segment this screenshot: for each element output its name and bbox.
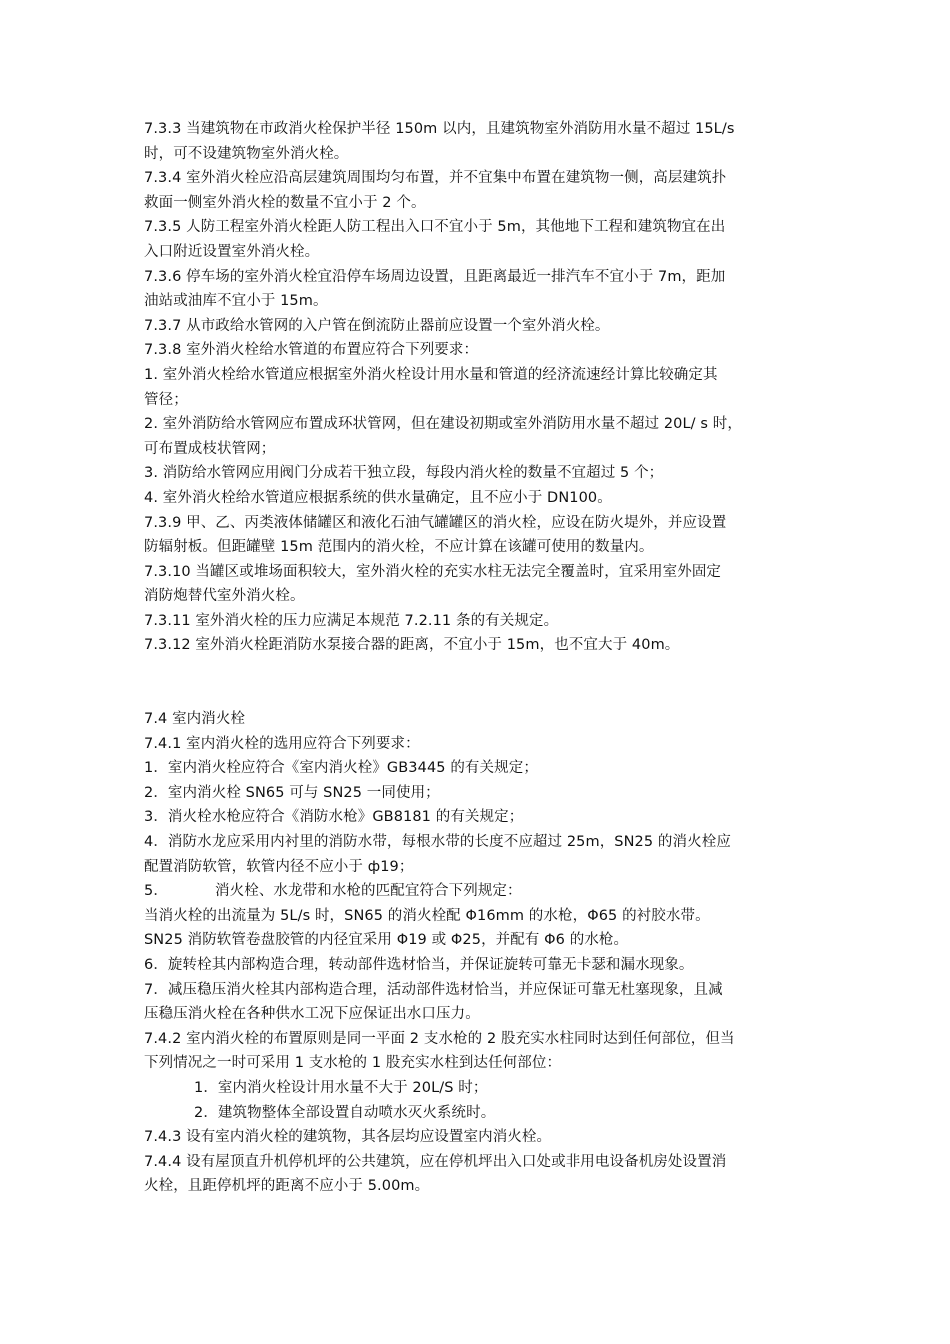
list-item: 2. 室外消防给水管网应布置成环状管网，但在建设初期或室外消防用水量不超过 20L/ s 时， [144, 416, 742, 433]
list-item: 3. 消防给水管网应用阀门分成若干独立段，每段内消火栓的数量不宜超过 5 个； [144, 465, 664, 482]
clause-text: 7.4.4 设有屋顶直升机停机坪的公共建筑，应在停机坪出入口处或非用电设备机房处设置消 [144, 1153, 727, 1170]
clause-7-3-12 [144, 633, 808, 658]
clause-7-3-10 [144, 560, 808, 609]
list-item: 压稳压消火栓在各种供水工况下应保证出水口压力。 [144, 1006, 480, 1023]
clause-text: 7.3.4 室外消火栓应沿高层建筑周围均匀布置，并不宜集中布置在建筑物一侧，高层建筑扑 [144, 170, 727, 187]
clause-7-3-11 [144, 609, 808, 634]
clause-text: 7.4.2 室内消火栓的布置原则是同一平面 2 支水枪的 2 股充实水柱同时达到任何部位，但当 [144, 1030, 735, 1047]
clause-text: 7.4.3 设有室内消火栓的建筑物，其各层均应设置室内消火栓。 [144, 1129, 552, 1146]
list-item: 5． 消火栓、水龙带和水枪的匹配宜符合下列规定： [144, 883, 522, 900]
clause-text: 7.3.9 甲、乙、丙类液体储罐区和液化石油气罐罐区的消火栓，应设在防火堤外，并应设置 [144, 514, 727, 531]
clause-7-3-9 [144, 511, 808, 560]
list-item: 当消火栓的出流量为 5L/s 时，SN65 的消火栓配 Φ16mm 的水枪，Φ65 的衬胶水带。 [144, 907, 710, 924]
clause-text: 7.3.5 人防工程室外消火栓距人防工程出入口不宜小于 5m，其他地下工程和建筑物宜在出 [144, 219, 726, 236]
clause-text: 消防炮替代室外消火栓。 [144, 588, 305, 605]
clause-7-3-3 [144, 117, 808, 166]
clause-7-4-4 [144, 1150, 808, 1199]
clause-text: 下列情况之一时可采用 1 支水枪的 1 股充实水柱到达任何部位： [144, 1055, 562, 1072]
list-item: 1．室内消火栓应符合《室内消火栓》GB3445 的有关规定； [144, 760, 538, 777]
clause-text: 7.3.12 室外消火栓距消防水泵接合器的距离，不宜小于 15m，也不宜大于 40m。 [144, 637, 680, 654]
list-item: 3．消火栓水枪应符合《消防水枪》GB8181 的有关规定； [144, 809, 524, 826]
list-item: 管径； [144, 391, 188, 408]
list-item: SN25 消防软管卷盘胶管的内径宜采用 Φ19 或 Φ25，并配有 Φ6 的水枪。 [144, 932, 629, 949]
clause-7-4-3 [144, 1125, 808, 1150]
clause-7-3-8 [144, 338, 808, 510]
clause-text: 7.3.3 当建筑物在市政消火栓保护半径 150m 以内，且建筑物室外消防用水量不超过 15L/s [144, 121, 735, 137]
clause-7-4-1 [144, 732, 808, 1027]
list-item: 4．消防水龙应采用内衬里的消防水带，每根水带的长度不应超过 25m，SN25 的消火栓应 [144, 834, 731, 851]
clause-7-3-4 [144, 166, 808, 215]
clause-text: 7.3.6 停车场的室外消火栓宜沿停车场周边设置，且距离最近一排汽车不宜小于 7m，距加 [144, 268, 726, 285]
list-item: 2．室内消火栓 SN65 可与 SN25 一同使用； [144, 784, 440, 801]
clause-text: 防辐射板。但距罐壁 15m 范围内的消火栓，不应计算在该罐可使用的数量内。 [144, 539, 654, 556]
clause-text: 7.3.10 当罐区或堆场面积较大，室外消火栓的充实水柱无法完全覆盖时，宜采用室外固定 [144, 563, 722, 580]
section-spacer [144, 658, 808, 707]
clause-text: 油站或油库不宜小于 15m。 [144, 293, 328, 310]
list-item: 7．减压稳压消火栓其内部构造合理，活动部件选材恰当，并应保证可靠无杜塞现象，且减 [144, 981, 723, 998]
clause-7-3-5 [144, 215, 808, 264]
section-7-4 [144, 707, 808, 732]
clause-text: 7.3.7 从市政给水管网的入户管在倒流防止器前应设置一个室外消火栓。 [144, 317, 610, 334]
clause-text: 7.3.8 室外消火栓给水管道的布置应符合下列要求： [144, 342, 479, 359]
clause-7-4-2 [144, 1027, 808, 1125]
document-body [144, 117, 808, 1199]
list-item: 配置消防软管，软管内径不应小于 ф19； [144, 858, 414, 875]
clause-text: 救面一侧室外消火栓的数量不宜小于 2 个。 [144, 194, 426, 211]
clause-text: 火栓，且距停机坪的距离不应小于 5.00m。 [144, 1178, 430, 1195]
list-item: 4. 室外消火栓给水管道应根据系统的供水量确定，且不应小于 DN100。 [144, 489, 612, 506]
list-item: 1．室内消火栓设计用水量不大于 20L/S 时； [194, 1079, 488, 1096]
clause-7-3-6 [144, 265, 808, 314]
clause-7-3-7 [144, 314, 808, 339]
clause-text: 时，可不设建筑物室外消火栓。 [144, 145, 349, 162]
list-item: 1. 室外消火栓给水管道应根据室外消火栓设计用水量和管道的经济流速经计算比较确定其 [144, 366, 718, 383]
clause-text: 入口附近设置室外消火栓。 [144, 243, 320, 260]
clause-text: 7.3.11 室外消火栓的压力应满足本规范 7.2.11 条的有关规定。 [144, 612, 559, 629]
list-item: 6．旋转栓其内部构造合理，转动部件选材恰当，并保证旋转可靠无卡瑟和漏水现象。 [144, 957, 694, 973]
list-item: 2．建筑物整体全部设置自动喷水灭火系统时。 [194, 1104, 496, 1121]
list-item: 可布置成枝状管网； [144, 440, 276, 457]
section-heading: 7.4 室内消火栓 [144, 711, 246, 728]
clause-text: 7.4.1 室内消火栓的选用应符合下列要求： [144, 735, 420, 752]
